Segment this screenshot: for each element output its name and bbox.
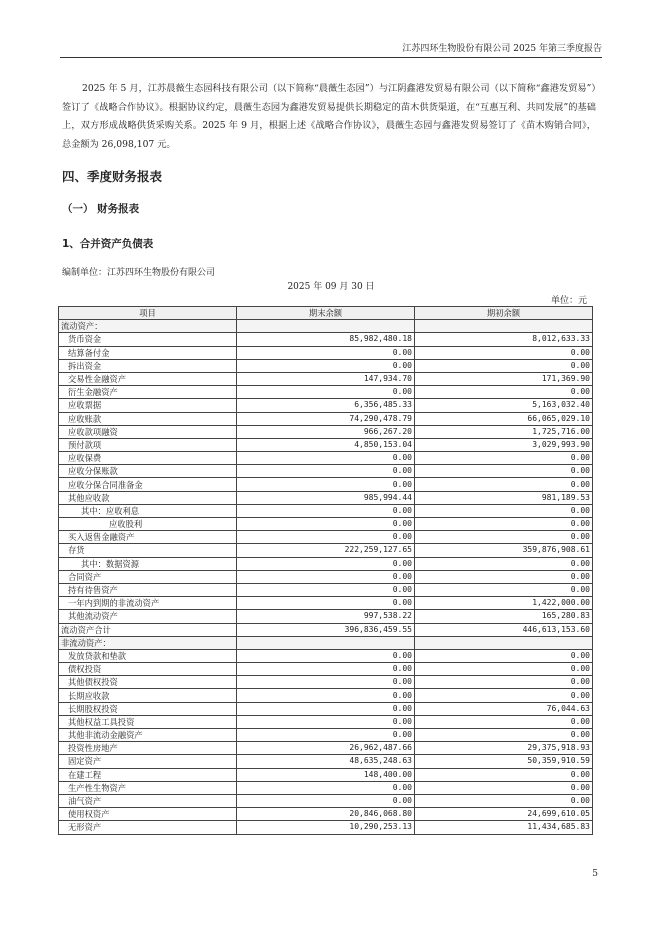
table-section-row <box>59 636 593 649</box>
table-row <box>59 583 593 596</box>
row-ending-balance: 20,846,068.80 <box>237 808 415 821</box>
row-item-label: 其他债权投资 <box>59 676 237 689</box>
row-ending-balance <box>237 636 415 649</box>
row-ending-balance: 396,836,459.55 <box>237 623 415 636</box>
row-opening-balance: 0.00 <box>415 676 593 689</box>
table-row <box>59 438 593 451</box>
table-row <box>59 570 593 583</box>
row-ending-balance: 0.00 <box>237 715 415 728</box>
row-opening-balance: 359,876,908.61 <box>415 544 593 557</box>
row-item-label: 在建工程 <box>59 768 237 781</box>
page-number: 5 <box>592 869 598 879</box>
report-date: 2025 年 09 月 30 日 <box>287 282 375 292</box>
row-ending-balance: 0.00 <box>237 663 415 676</box>
row-item-label: 发放贷款和垫款 <box>59 649 237 662</box>
row-item-label: 合同资产 <box>59 570 237 583</box>
row-item-label: 债权投资 <box>59 663 237 676</box>
row-opening-balance <box>415 636 593 649</box>
row-ending-balance: 0.00 <box>237 465 415 478</box>
table-row <box>59 623 593 636</box>
row-item-label: 流动资产合计 <box>59 623 237 636</box>
subsection-heading: （一） 财务报表 <box>62 203 140 215</box>
table-row <box>59 768 593 781</box>
table-row <box>59 649 593 662</box>
row-item-label: 其中：数据资源 <box>59 557 237 570</box>
row-item-label: 应收保费 <box>59 452 237 465</box>
row-item-label: 结算备付金 <box>59 346 237 359</box>
row-item-label: 衍生金融资产 <box>59 386 237 399</box>
row-opening-balance: 0.00 <box>415 452 593 465</box>
column-header-item: 项目 <box>59 307 237 320</box>
row-ending-balance: 147,934.70 <box>237 372 415 385</box>
table-row <box>59 729 593 742</box>
row-ending-balance: 6,356,485.33 <box>237 399 415 412</box>
row-opening-balance: 0.00 <box>415 768 593 781</box>
row-opening-balance: 0.00 <box>415 781 593 794</box>
row-item-label: 其他应收款 <box>59 491 237 504</box>
statement-title: 1、合并资产负债表 <box>62 238 154 250</box>
row-opening-balance: 0.00 <box>415 570 593 583</box>
row-item-label: 应收账款 <box>59 412 237 425</box>
row-ending-balance: 0.00 <box>237 676 415 689</box>
column-header-ending-balance: 期末余额 <box>237 307 415 320</box>
row-ending-balance: 26,962,487.66 <box>237 742 415 755</box>
row-ending-balance: 0.00 <box>237 570 415 583</box>
table-row <box>59 663 593 676</box>
row-opening-balance <box>415 320 593 333</box>
currency-unit: 单位：元 <box>550 296 587 306</box>
table-header-row <box>59 307 593 320</box>
row-ending-balance: 0.00 <box>237 478 415 491</box>
table-row <box>59 544 593 557</box>
row-opening-balance: 8,012,633.33 <box>415 333 593 346</box>
row-ending-balance: 0.00 <box>237 557 415 570</box>
row-ending-balance: 0.00 <box>237 359 415 372</box>
table-row <box>59 794 593 807</box>
row-opening-balance: 1,725,716.00 <box>415 425 593 438</box>
table-row <box>59 425 593 438</box>
table-row <box>59 557 593 570</box>
row-item-label: 生产性生物资产 <box>59 781 237 794</box>
row-item-label: 存货 <box>59 544 237 557</box>
row-opening-balance: 29,375,918.93 <box>415 742 593 755</box>
row-opening-balance: 24,699,610.05 <box>415 808 593 821</box>
row-ending-balance: 0.00 <box>237 504 415 517</box>
table-row <box>59 346 593 359</box>
row-ending-balance: 0.00 <box>237 702 415 715</box>
row-opening-balance: 1,422,000.00 <box>415 597 593 610</box>
table-row <box>59 689 593 702</box>
row-ending-balance: 0.00 <box>237 518 415 531</box>
row-ending-balance <box>237 320 415 333</box>
row-opening-balance: 66,065,029.10 <box>415 412 593 425</box>
row-item-label: 其他非流动金融资产 <box>59 729 237 742</box>
row-opening-balance: 0.00 <box>415 794 593 807</box>
table-row <box>59 333 593 346</box>
row-opening-balance: 171,369.90 <box>415 372 593 385</box>
row-opening-balance: 446,613,153.60 <box>415 623 593 636</box>
row-ending-balance: 74,290,478.79 <box>237 412 415 425</box>
table-row <box>59 372 593 385</box>
row-opening-balance: 0.00 <box>415 715 593 728</box>
column-header-opening-balance: 期初余额 <box>415 307 593 320</box>
row-item-label: 买入返售金融资产 <box>59 531 237 544</box>
row-opening-balance: 0.00 <box>415 478 593 491</box>
balance-sheet-table <box>58 306 593 835</box>
row-item-label: 其中：应收利息 <box>59 504 237 517</box>
row-opening-balance: 76,044.63 <box>415 702 593 715</box>
row-opening-balance: 0.00 <box>415 557 593 570</box>
row-item-label: 其他流动资产 <box>59 610 237 623</box>
row-ending-balance: 48,635,248.63 <box>237 755 415 768</box>
table-row <box>59 755 593 768</box>
table-row <box>59 781 593 794</box>
row-ending-balance: 4,850,153.04 <box>237 438 415 451</box>
row-item-label: 投资性房地产 <box>59 742 237 755</box>
row-opening-balance: 0.00 <box>415 346 593 359</box>
row-ending-balance: 0.00 <box>237 781 415 794</box>
body-paragraph: 2025 年 5 月，江苏晨薇生态园科技有限公司（以下简称“晨薇生态园”）与江阴鑫港发贸易有限公司（以下简称“鑫港发贸易”）签订了《战略合作协议》。根据协议约定，晨薇生态园为鑫港发贸易提供长期稳定的苗木供货渠道，在“互惠互利、共同发展”的基础上，双方形成战略供货采购关系。2025 年 9 月，根据上述《战略合作协议》，晨薇生态园与鑫港发贸易签订了《苗木购销合同》，总金额为 26,098,107 元。 <box>62 83 596 150</box>
row-item-label: 交易性金融资产 <box>59 372 237 385</box>
table-row <box>59 399 593 412</box>
row-opening-balance: 0.00 <box>415 689 593 702</box>
row-opening-balance: 0.00 <box>415 518 593 531</box>
row-opening-balance: 165,280.83 <box>415 610 593 623</box>
row-opening-balance: 0.00 <box>415 359 593 372</box>
row-item-label: 货币资金 <box>59 333 237 346</box>
row-opening-balance: 0.00 <box>415 386 593 399</box>
row-opening-balance: 0.00 <box>415 729 593 742</box>
row-item-label: 无形资产 <box>59 821 237 834</box>
row-item-label: 长期股权投资 <box>59 702 237 715</box>
row-ending-balance: 85,982,480.18 <box>237 333 415 346</box>
row-item-label: 一年内到期的非流动资产 <box>59 597 237 610</box>
row-ending-balance: 0.00 <box>237 649 415 662</box>
row-item-label: 持有待售资产 <box>59 583 237 596</box>
row-item-label: 非流动资产： <box>59 636 237 649</box>
table-body <box>59 320 593 834</box>
table-row <box>59 808 593 821</box>
row-item-label: 应收款项融资 <box>59 425 237 438</box>
row-ending-balance: 0.00 <box>237 597 415 610</box>
table-row <box>59 821 593 834</box>
row-ending-balance: 222,259,127.65 <box>237 544 415 557</box>
row-opening-balance: 0.00 <box>415 504 593 517</box>
row-ending-balance: 0.00 <box>237 346 415 359</box>
row-item-label: 应收票据 <box>59 399 237 412</box>
table-row <box>59 597 593 610</box>
row-ending-balance: 997,538.22 <box>237 610 415 623</box>
row-ending-balance: 0.00 <box>237 794 415 807</box>
row-item-label: 应收股利 <box>59 518 237 531</box>
table-row <box>59 518 593 531</box>
row-ending-balance: 966,267.20 <box>237 425 415 438</box>
row-opening-balance: 11,434,685.83 <box>415 821 593 834</box>
row-ending-balance: 148,400.00 <box>237 768 415 781</box>
table-section-row <box>59 320 593 333</box>
row-opening-balance: 0.00 <box>415 649 593 662</box>
table-row <box>59 531 593 544</box>
table-row <box>59 715 593 728</box>
section-heading: 四、季度财务报表 <box>62 169 163 184</box>
table-row <box>59 386 593 399</box>
table-row <box>59 610 593 623</box>
table-row <box>59 359 593 372</box>
row-item-label: 使用权资产 <box>59 808 237 821</box>
row-ending-balance: 985,994.44 <box>237 491 415 504</box>
row-opening-balance: 0.00 <box>415 531 593 544</box>
row-item-label: 拆出资金 <box>59 359 237 372</box>
row-ending-balance: 0.00 <box>237 531 415 544</box>
row-item-label: 应收分保账款 <box>59 465 237 478</box>
row-ending-balance: 0.00 <box>237 689 415 702</box>
row-ending-balance: 0.00 <box>237 583 415 596</box>
row-item-label: 预付款项 <box>59 438 237 451</box>
table-row <box>59 676 593 689</box>
preparer-line: 编制单位：江苏四环生物股份有限公司 <box>62 268 216 278</box>
row-ending-balance: 10,290,253.13 <box>237 821 415 834</box>
row-opening-balance: 0.00 <box>415 583 593 596</box>
row-item-label: 固定资产 <box>59 755 237 768</box>
table-row <box>59 412 593 425</box>
row-item-label: 长期应收款 <box>59 689 237 702</box>
page-header: 江苏四环生物股份有限公司 2025 年第三季度报告 <box>60 42 602 58</box>
table-row <box>59 742 593 755</box>
table-row <box>59 465 593 478</box>
row-ending-balance: 0.00 <box>237 452 415 465</box>
row-item-label: 油气资产 <box>59 794 237 807</box>
row-opening-balance: 981,189.53 <box>415 491 593 504</box>
table-row <box>59 452 593 465</box>
row-item-label: 流动资产： <box>59 320 237 333</box>
table-row <box>59 702 593 715</box>
row-ending-balance: 0.00 <box>237 386 415 399</box>
row-opening-balance: 3,029,993.90 <box>415 438 593 451</box>
row-opening-balance: 5,163,032.40 <box>415 399 593 412</box>
table-row <box>59 478 593 491</box>
table-row <box>59 491 593 504</box>
table-row <box>59 504 593 517</box>
row-opening-balance: 0.00 <box>415 465 593 478</box>
row-opening-balance: 0.00 <box>415 663 593 676</box>
row-opening-balance: 50,359,910.59 <box>415 755 593 768</box>
row-ending-balance: 0.00 <box>237 729 415 742</box>
row-item-label: 应收分保合同准备金 <box>59 478 237 491</box>
row-item-label: 其他权益工具投资 <box>59 715 237 728</box>
